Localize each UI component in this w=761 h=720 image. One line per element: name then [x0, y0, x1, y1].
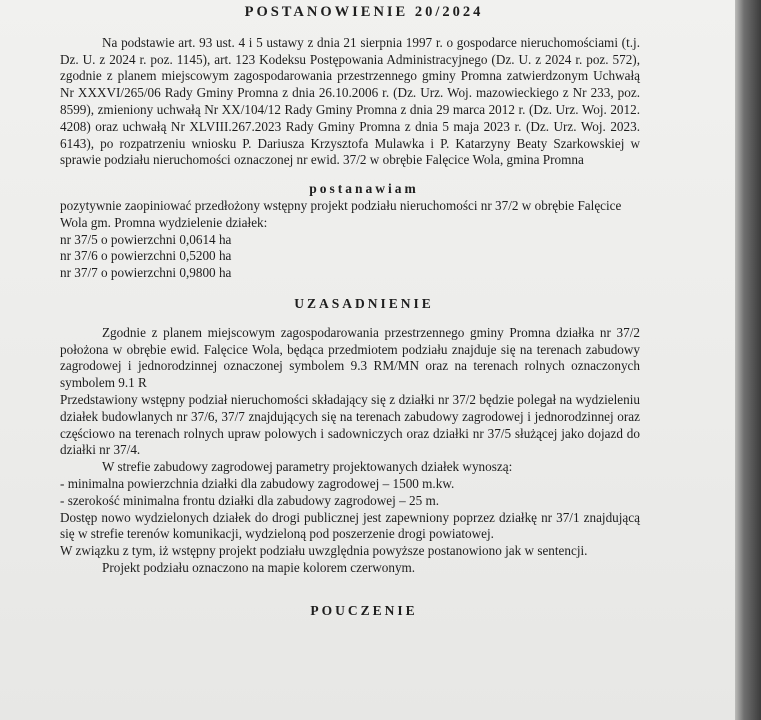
justification-paragraph: W strefie zabudowy zagrodowej parametry projektowanych działek wynoszą:: [102, 459, 513, 475]
justification-paragraph: Projekt podziału oznaczono na mapie kolorem czerwonym.: [102, 559, 416, 575]
parameter-item: - minimalna powierzchnia działki dla zabudowy zagrodowej – 1500 m.kw.: [60, 475, 455, 491]
preamble-paragraph: Na podstawie art. 93 ust. 4 i 5 ustawy z dnia 21 sierpnia 1997 r. o gospodarce nieruchomościami (t.j. Dz. U. z 2024 r. poz. 1145), art. 123 Kodeksu Postępowania Administracyjnego (Dz. U. z 2024 r. poz. 572), zgodnie z planem miejscowym zagospodarowania przestrzennego gminy Promna zatwierdzonym Uchwałą Nr XXXVI/265/06 Rady Gminy Promna z dnia 26.10.2006 r. (Dz. Urz. Woj. mazowieckiego z Nr 233, poz. 8599), zmieniony uchwałą Nr XX/104/12 Rady Gminy Promna z dnia 29 marca 2012 r. (Dz. Urz. Woj. 2012. 4208) oraz uchwałą Nr XLVIII.267.2023 Rady Gminy Promna z dnia 5 maja 2023 r. (Dz. Urz. Woj. 2023. 6143), po rozpatrzeniu wniosku P. Dariusza Krzysztofa Mulawka i P. Katarzyny Beaty Szarkowskiej w sprawie podziału nieruchomości oznaczonej nr ewid. 37/2 w obrębie Falęcice Wola, gmina Promna: [60, 34, 640, 168]
justification-paragraph: Przedstawiony wstępny podział nieruchomości składający się z działki nr 37/2 będzie polegał na wydzieleniu działek budowlanych nr 37/6, 37/7 znajdujących się na terenach zabudowy zagrodowej i jednorodzinnej oraz częściowo na terenach rolnych upraw polowych i sadowniczych oraz działki nr 37/5 służącej jako dojazd do działki nr 37/4.: [60, 391, 640, 458]
document-title: POSTANOWIENIE 20/2024: [244, 4, 484, 20]
justification-paragraph: Dostęp nowo wydzielonych działek do drogi publicznej jest zapewniony poprzez działkę nr 37/1 znajdującą się w strefie terenów komunikacji, wydzieloną pod poszerzenie drogi powiatowej.: [60, 509, 640, 542]
scan-edge-shadow: [735, 0, 761, 720]
parameter-item: - szerokość minimalna frontu działki dla zabudowy zagrodowej – 25 m.: [60, 492, 440, 508]
document-content: [60, 4, 640, 620]
plot-item: nr 37/7 o powierzchni 0,9800 ha: [60, 265, 232, 281]
justification-paragraph: W związku z tym, iż wstępny projekt podziału uwzględnia powyższe postanowiono jak w sentencji.: [60, 543, 588, 559]
plot-item: nr 37/6 o powierzchni 0,5200 ha: [60, 248, 232, 264]
justification-paragraph: Zgodnie z planem miejscowym zagospodarowania przestrzennego gminy Promna działka nr 37/2 położona w obrębie ewid. Falęcice Wola, będąca przedmiotem podziału znajduje się na terenach zabudowy zagrodowej i jednorodzinnej oznaczonej symbolem 9.3 RM/MN oraz na terenach rolnych oznaczonych symbolem 9.1 R: [60, 324, 640, 391]
justification-heading: UZASADNIENIE: [294, 295, 434, 311]
decision-text: pozytywnie zaopiniować przedłożony wstępny projekt podziału nieruchomości nr 37/2 w obrębie Falęcice Wola gm. Promna wydzielenie działek:: [60, 197, 622, 230]
instruction-heading: POUCZENIE: [310, 602, 418, 618]
plot-item: nr 37/5 o powierzchni 0,0614 ha: [60, 231, 232, 247]
decision-heading: postanawiam: [309, 181, 419, 197]
